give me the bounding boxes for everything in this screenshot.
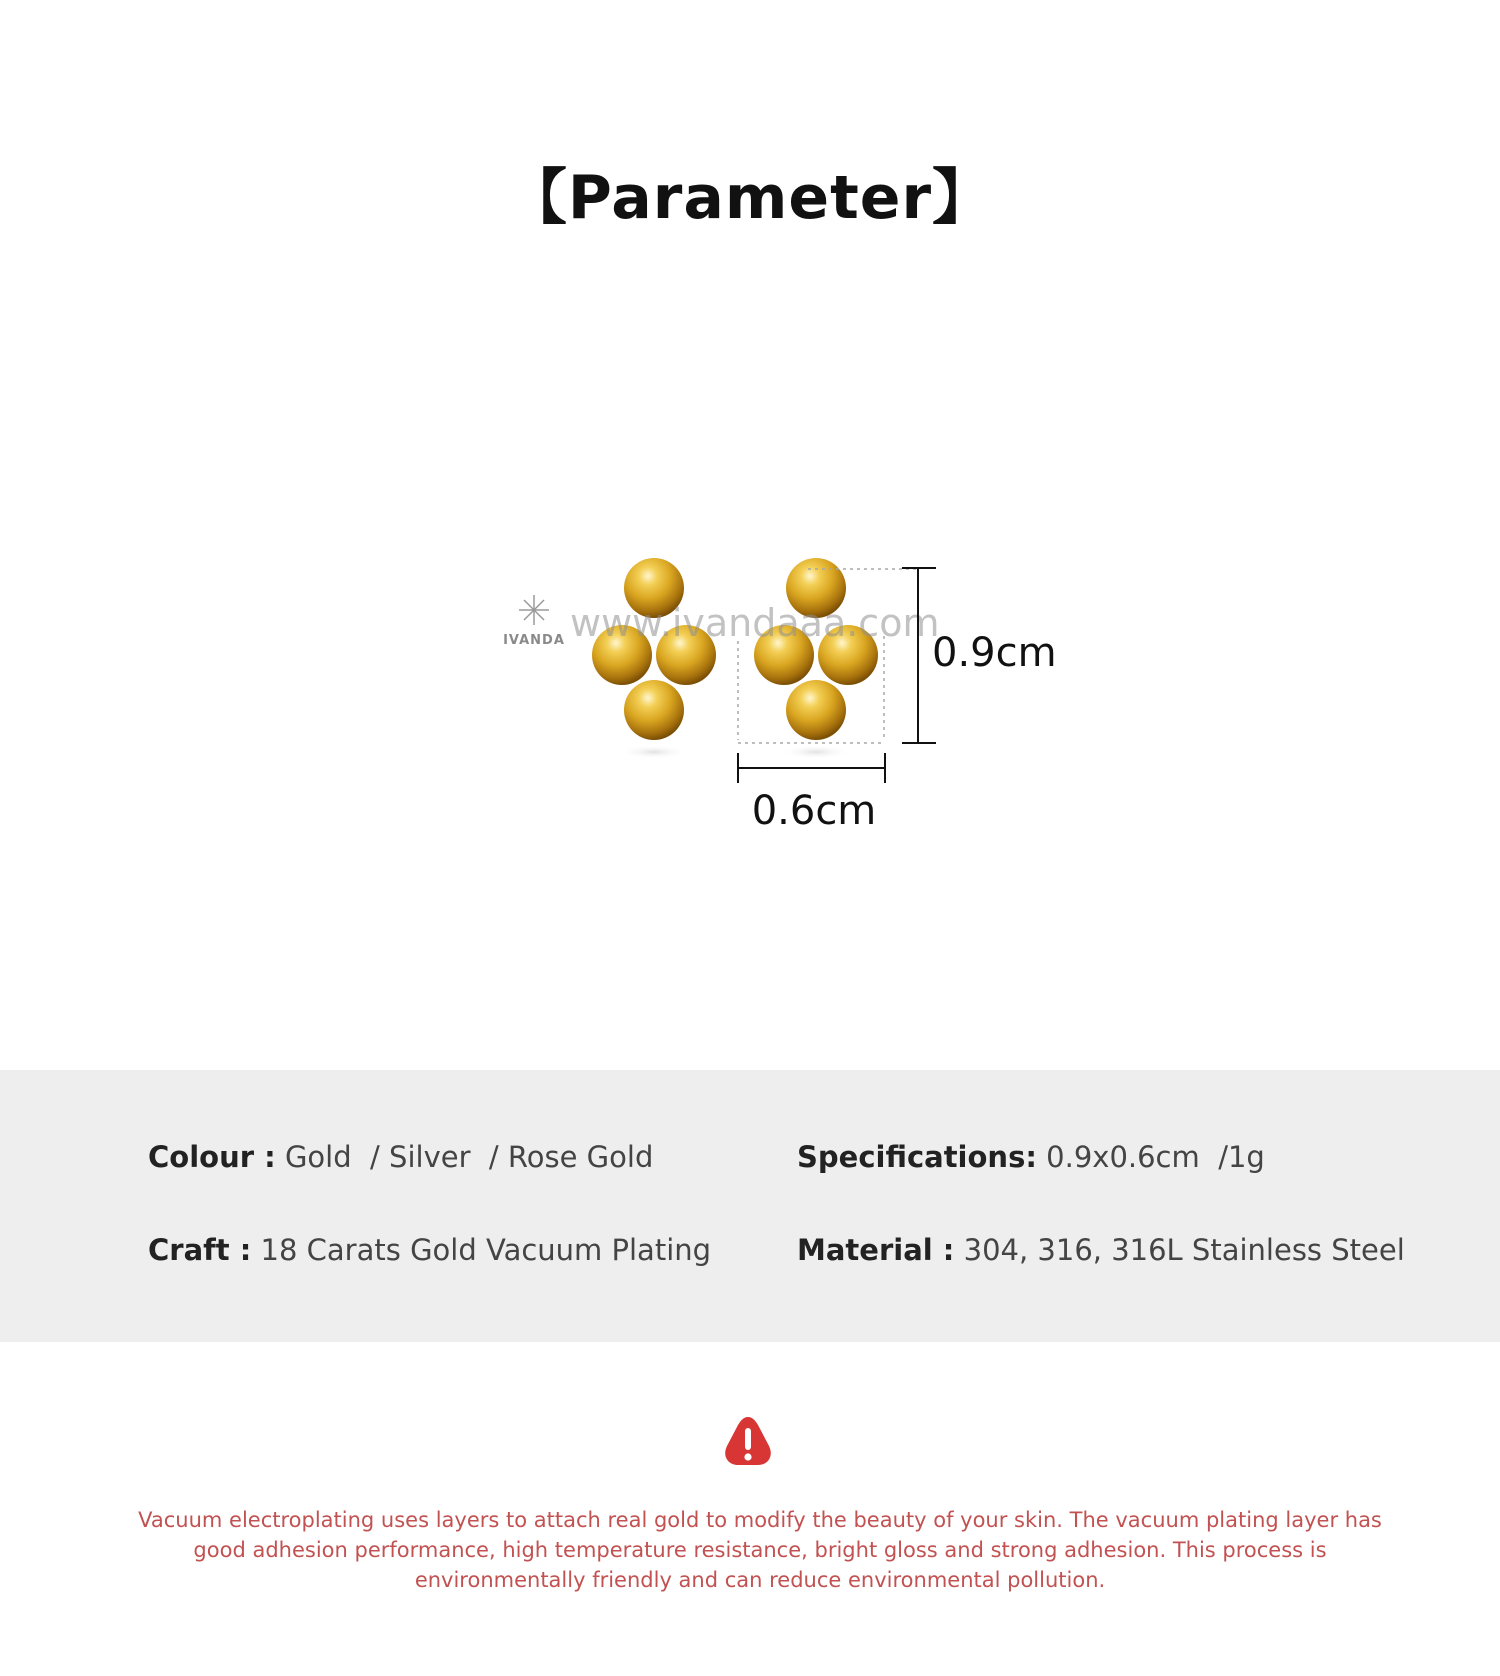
spec-craft-label: Craft : <box>148 1233 252 1267</box>
spec-material <box>797 1233 1405 1267</box>
spec-specifications-label: Specifications: <box>797 1140 1037 1174</box>
spec-colour <box>148 1140 654 1174</box>
spec-specifications <box>797 1140 1265 1174</box>
sparkle-icon <box>519 595 549 625</box>
watermark-url: www.ivandaaa.com <box>570 601 940 645</box>
gold-bead <box>786 680 846 740</box>
spec-material-value: 304, 316, 316L Stainless Steel <box>963 1233 1405 1267</box>
spec-material-label: Material : <box>797 1233 955 1267</box>
earring-right <box>754 558 878 759</box>
watermark-brand: IVANDA <box>503 633 565 648</box>
gold-bead <box>624 680 684 740</box>
watermark-logo <box>503 595 565 648</box>
spec-colour-value: Gold / Silver / Rose Gold <box>284 1140 654 1174</box>
product-figure <box>0 500 1500 860</box>
spec-colour-label: Colour : <box>148 1140 276 1174</box>
specifications-panel <box>0 1070 1500 1342</box>
width-label: 0.6cm <box>751 788 877 834</box>
warning-icon <box>722 1414 774 1468</box>
height-dimension-line <box>902 568 936 743</box>
spec-craft-value: 18 Carats Gold Vacuum Plating <box>260 1233 712 1267</box>
height-label: 0.9cm <box>932 630 1057 676</box>
plating-notice: Vacuum electroplating uses layers to attach real gold to modify the beauty of your skin. The vacuum plating layer has good adhesion performance, high temperature resistance, bright gloss and strong adhesion. This process is environmentally friendly and can reduce environmental pollution. <box>138 1508 1382 1592</box>
spec-craft <box>148 1233 712 1267</box>
earrings-illustration <box>0 500 1500 860</box>
spec-specifications-value: 0.9x0.6cm /1g <box>1046 1140 1265 1174</box>
page-title: 【Parameter】 <box>506 163 994 233</box>
earring-left <box>592 558 716 759</box>
